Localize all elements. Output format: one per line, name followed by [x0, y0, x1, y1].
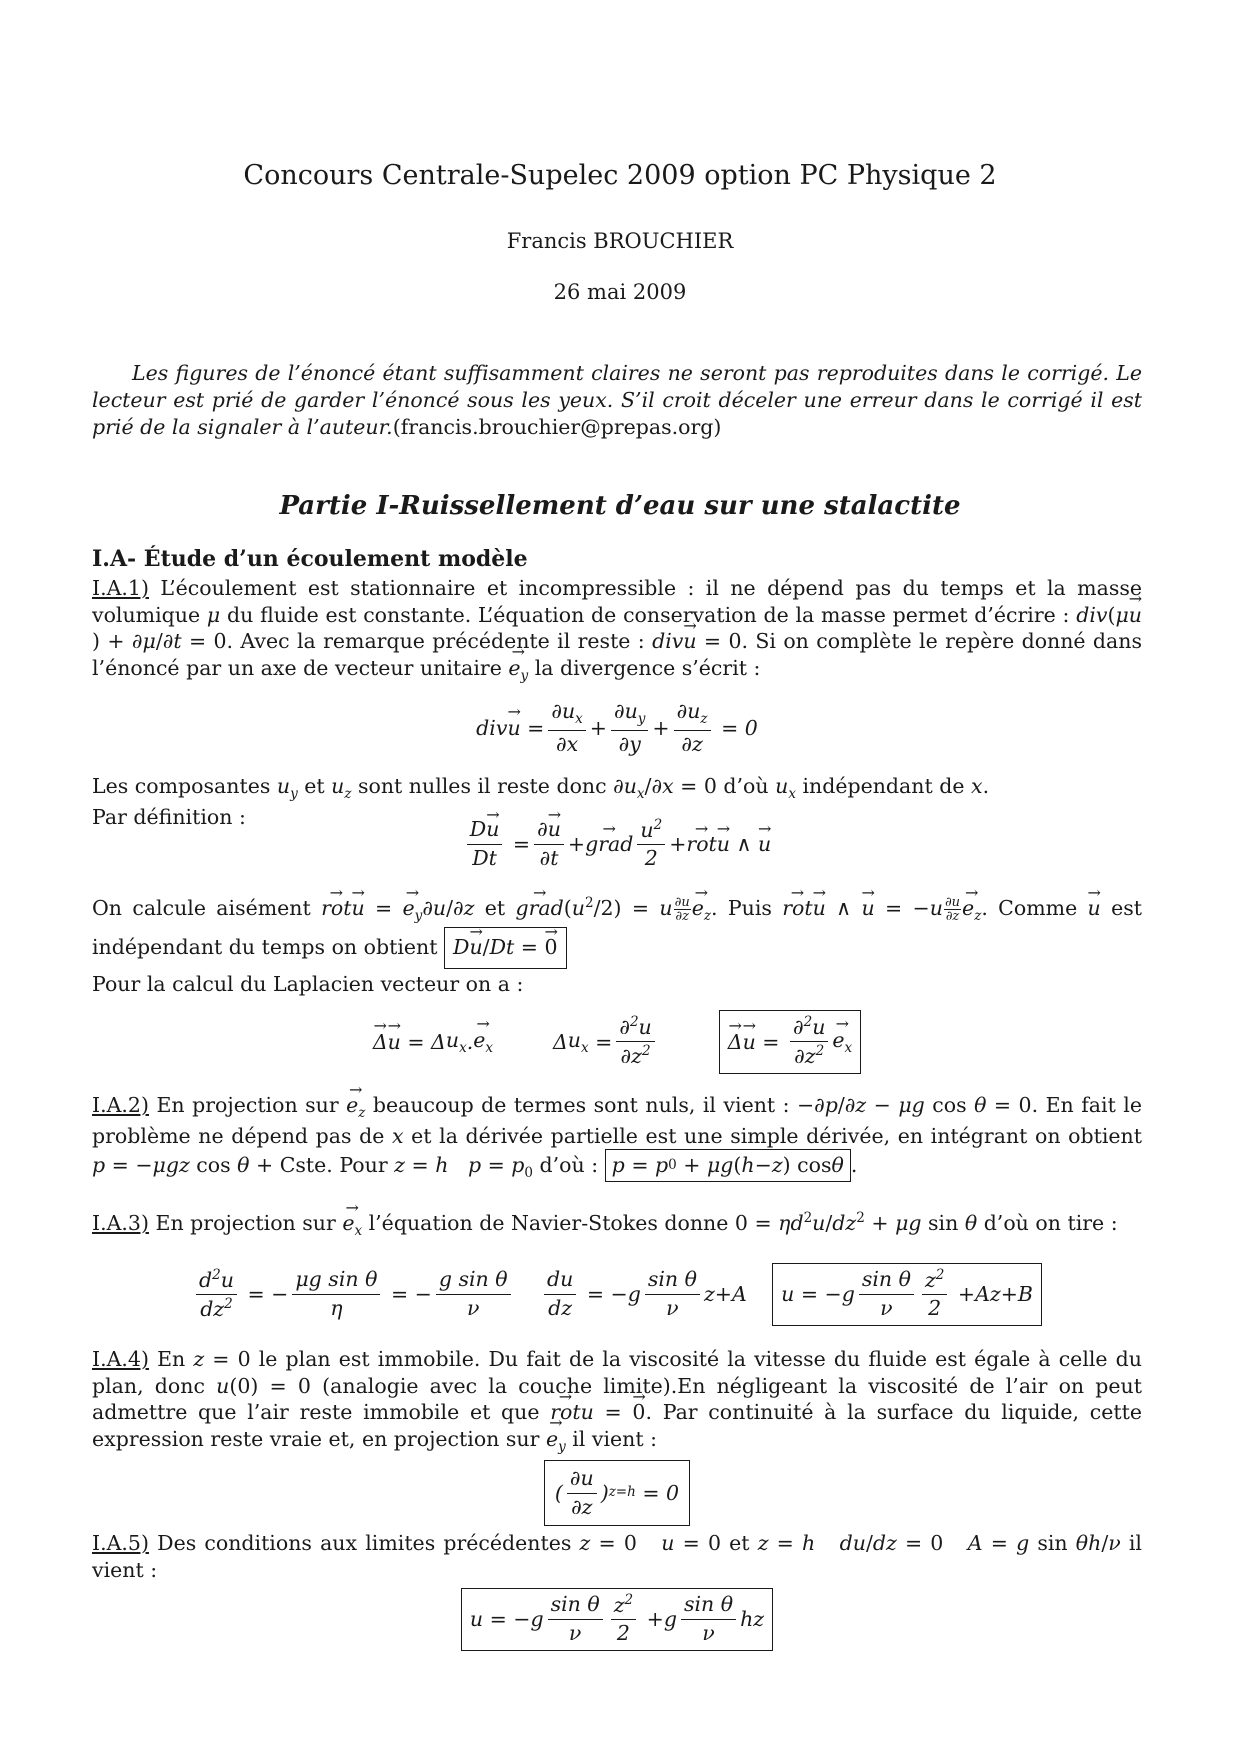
paragraph-text: (analogie avec la couche limite).En négligeant la viscosité de l’air on peut admettre que l’air reste immobile et que: [92, 1373, 1143, 1425]
equation-material-derivative: $\frac{D\to u}{Dt}$ = $\frac{\partial\to u}{\partial t}$ + → grad $\frac{u^2}{2}$ + → rot→ u ∧ → u: [92, 818, 1142, 871]
paragraph-text: et: [297, 774, 332, 798]
paragraph-tag: I.A.3): [92, 1211, 149, 1235]
math-subscript: z=h: [608, 1484, 636, 1501]
paragraph-text: . En fait le problème ne dépend pas de: [92, 1093, 1142, 1148]
paragraph-text: Pour la calcul du Laplacien vecteur on a :: [92, 971, 524, 996]
paragraph-text: . Si on complète le repère donné dans l’énoncé par un axe de vecteur unitaire: [92, 629, 1142, 680]
equation-boundary-condition: [92, 1460, 1142, 1526]
paragraph-ia5: I.A.5) Des conditions aux limites précédentes z = 0 u = 0 et z = h du/dz = 0 A = g sin θh/ν il vient :: [92, 1531, 1142, 1582]
paragraph-text: du fluide est constante. L’équation de conservation de la masse permet d’écrire :: [220, 602, 1077, 627]
paragraph-text: et: [484, 896, 516, 920]
abstract: [92, 360, 1142, 441]
boxed-result: u = − g $\frac{\text{sin θ}}{\nu}$ $\frac{z^2}{2}$ + g $\frac{\text{sin θ}}{\nu}$ hz: [461, 1588, 773, 1651]
paragraph-text: il vient :: [565, 1426, 657, 1451]
paragraph-text: Des conditions aux limites précédentes: [148, 1531, 580, 1555]
paragraph-ia2: I.A.2) En projection sur → $e_z$ beaucoup de termes sont nuls, il vient : −∂p/∂z − μg cos θ = 0. En fait le problème ne dépend pas de x et la dérivée partielle est une simple dérivée, en intégrant on obtient p = −μgz cos θ + Cste. Pour z = h $p = p_0$ d’où : p = p 0 + μg ( h − z ) cos θ .: [92, 1092, 1142, 1183]
paragraph-text: sont nulles il reste donc: [351, 774, 614, 798]
paragraph-text: . Puis: [710, 896, 783, 920]
author-email: (francis.brouchier@prepas.org): [392, 415, 722, 440]
paragraph-ia1-components: Les composantes $u_y$ et $u_z$ sont nulles il reste donc $\partial u_x/\partial x = 0$ d’où $u_x$ indépendant de x. Par définition :: [92, 774, 990, 829]
paragraph-text: le plan est immobile. Du fait de la viscosité la vitesse du fluide est égale à celle du plan, donc: [92, 1347, 1142, 1398]
paragraph-text: d’où: [716, 774, 776, 798]
paragraph-text: . Par continuité à la surface du liquide, cette expression reste vraie et, en projection sur: [92, 1400, 1142, 1451]
paragraph-ia3: I.A.3) En projection sur → $e_x$ l’équation de Navier-Stokes donne $0 = \eta d^2u/dz^2 + \mu g$ sin θ d’où on tire :: [92, 1210, 1142, 1241]
paragraph-text: On calcule aisément: [92, 896, 322, 920]
paper-author: Francis BROUCHIER: [506, 229, 734, 253]
paragraph-ia1: I.A.1) L’écoulement est stationnaire et incompressible : il ne dépend pas du temps et la masse volumique μ du fluide est constante. L’équation de conservation de la masse permet d’écrire : div(μ→ u) + ∂μ/∂t = 0. Avec la remarque précédente il reste : div→ u = 0. Si on complète le repère donné dans l’énoncé par un axe de vecteur unitaire → $e_y$ la divergence s’écrit :: [92, 575, 1142, 686]
part-title: Partie I-Ruissellement d’eau sur une stalactite: [279, 491, 961, 521]
equation-velocity-profile: [92, 1588, 1142, 1651]
equation-divergence: div→ u = $\frac{\partial u_x}{\partial x}$ + $\frac{\partial u_y}{\partial y}$ + $\frac{\partial u_z}{\partial z}$ = 0: [92, 700, 1142, 756]
boxed-result: D→ u / Dt = → 0: [444, 927, 567, 969]
boxed-result: ( $\frac{\partial u}{\partial z}$ ) z=h = 0: [544, 1460, 690, 1526]
paragraph-text: indépendant de: [795, 774, 971, 798]
boxed-result: p = p 0 + μg ( h − z ) cos θ: [605, 1149, 851, 1182]
paragraph-ia4: I.A.4) En z = 0 le plan est immobile. Du fait de la viscosité la vitesse du fluide est égale à celle du plan, donc u(0) = 0 (analogie avec la couche limite).En négligeant la viscosité de l’air on peut admettre que l’air reste immobile et que → rotu = → 0. Par continuité à la surface du liquide, cette expression reste vraie et, en projection sur → $e_y$ il vient :: [92, 1346, 1142, 1457]
boxed-result: → Δ→ u = $\frac{\partial^2u}{\partial z^2}$ → $e_x$: [719, 1010, 861, 1074]
paragraph-text: En projection sur: [148, 1211, 343, 1235]
paragraph-tag: I.A.2): [92, 1093, 149, 1117]
paragraph-text: la divergence s’écrit :: [528, 655, 761, 680]
abstract-text: Les figures de l’énoncé étant suffisamment claires ne seront pas reproduites dans le corrigé. Le lecteur est prié de garder l’énoncé sous les yeux. S’il croit déceler une erreur dans le corrigé il est prié de la signaler à l’auteur.: [92, 361, 1142, 440]
paragraph-text: Les composantes: [92, 774, 277, 798]
paragraph-text: il vient :: [92, 1531, 1142, 1582]
paragraph-text: . Comme: [981, 896, 1088, 920]
paragraph-text: . Pour: [326, 1153, 395, 1178]
paper-title: Concours Centrale-Supelec 2009 option PC Physique 2: [243, 160, 997, 191]
paragraph-text: L’écoulement est stationnaire et incompressible : il ne dépend pas du temps et la masse volumique: [92, 576, 1142, 627]
paper-date: 26 mai 2009: [553, 280, 687, 304]
paragraph-tag: I.A.4): [92, 1347, 149, 1371]
paragraph-tag: I.A.5): [92, 1531, 149, 1555]
paragraph-text: et la dérivée partielle est une simple dérivée, en intégrant on obtient: [403, 1123, 1142, 1148]
paragraph-text: l’équation de Navier-Stokes donne: [362, 1211, 735, 1235]
equation-laplacian: → Δ→ u = Δ $u_x$ . → $e_x$ Δ $u_x$ = $\frac{\partial^2u}{\partial z^2}$ → Δ→ u = $\frac{\partial^2u}{\partial z^2}$ → $e_x$: [92, 1010, 1142, 1074]
paragraph-text: Par définition :: [92, 804, 246, 829]
paragraph-tag: I.A.1): [92, 576, 149, 600]
paragraph-text: d’où :: [533, 1153, 605, 1178]
paragraph-text: et: [721, 1531, 758, 1555]
paragraph-text: est indépendant du temps on obtient: [92, 896, 1142, 960]
math-constant: Cste: [279, 1153, 327, 1178]
boxed-result: u = − g $\frac{\text{sin θ}}{\nu}$ $\frac{z^2}{2}$ + Az + B: [772, 1263, 1042, 1326]
paragraph-text: En: [148, 1347, 194, 1371]
equation-navier-stokes: $\frac{d^2u}{dz^2}$ = − $\frac{\text{μg sin θ}}{\eta}$ = − $\frac{\text{g sin θ}}{\nu}$ $\frac{du}{dz}$ = − g $\frac{\text{sin θ}}{\nu}$ z + A u = − g $\frac{\text{sin θ}}{\nu}$ $\frac{z^2}{2}$ + Az + B: [192, 1263, 1042, 1326]
paragraph-text: Avec la remarque précédente il reste :: [240, 629, 653, 654]
section-title: I.A- Étude d’un écoulement modèle: [92, 546, 528, 572]
paragraph-ia1-calc: On calcule aisément → rot→ u = → $e_y\partial u/\partial z$ et → $grad(u^2/2) = u$ $\frac{\partial u}{\partial z}$ → $e_z$. Puis → rot→ u ∧ → u = −u $\frac{\partial u}{\partial z}$ → $e_z$. Comme → u est indépendant du temps on obtient D→ u / Dt = → 0 Pour la calcul du Laplacien vecteur on a :: [92, 893, 1142, 1001]
paragraph-text: En projection sur: [148, 1093, 347, 1117]
paragraph-text: d’où on tire :: [977, 1211, 1118, 1235]
paragraph-text: beaucoup de termes sont nuls, il vient :: [365, 1093, 797, 1117]
